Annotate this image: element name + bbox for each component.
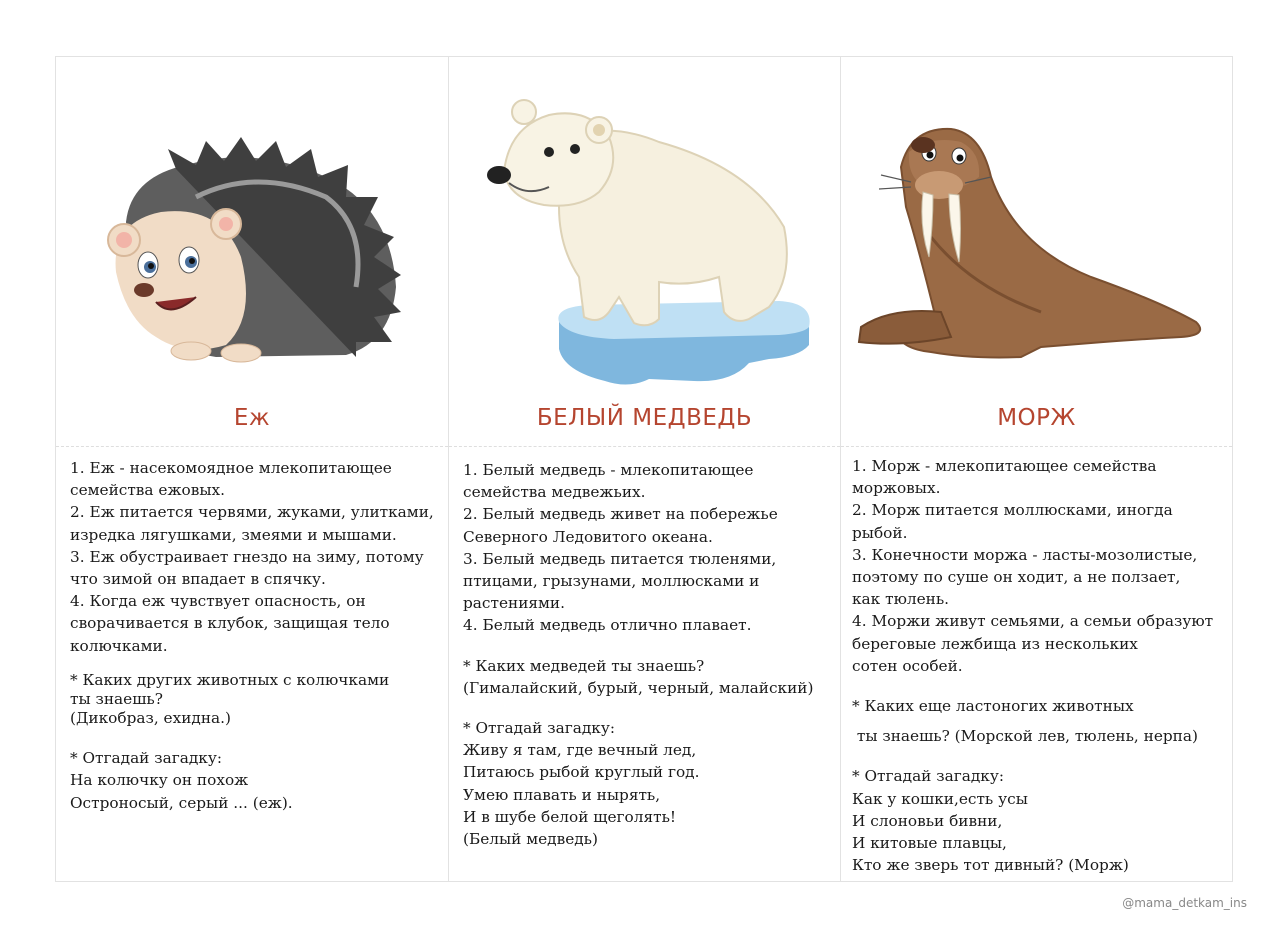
fact-line: 2. Белый медведь живет на побережье — [463, 505, 778, 524]
fact-line: сотен особей. — [852, 656, 963, 675]
riddle-line: Как у кошки,есть усы — [852, 789, 1028, 808]
card-text — [70, 457, 444, 814]
watermark: @mama_detkam_ins — [1122, 896, 1247, 910]
fact-line: колючками. — [70, 636, 168, 655]
question-line: (Дикобраз, ехидна.) — [70, 709, 231, 728]
card-walrus — [840, 57, 1232, 881]
riddle-line: * Отгадай загадку: — [852, 767, 1004, 786]
card-polar-bear — [448, 57, 840, 881]
riddle-line: * Отгадай загадку: — [463, 719, 615, 738]
fact-line: рыбой. — [852, 523, 908, 542]
fact-line: 2. Морж питается моллюсками, иногда — [852, 501, 1173, 520]
riddle-line: И слоновьи бивни, — [852, 811, 1003, 830]
fact-line: 4. Когда еж чувствует опасность, он — [70, 592, 366, 611]
walrus-icon — [841, 57, 1232, 397]
fact-line: что зимой он впадает в спячку. — [70, 570, 326, 589]
divider — [56, 446, 448, 447]
card-text — [852, 455, 1228, 876]
card-hedgehog — [56, 57, 448, 881]
polar-bear-icon — [449, 57, 840, 397]
question-line: ты знаешь? — [70, 690, 163, 709]
fact-line: 3. Конечности моржа - ласты-мозолистые, — [852, 545, 1198, 564]
fact-line: семейства медвежьих. — [463, 483, 646, 502]
riddle-line: Живу я там, где вечный лед, — [463, 741, 697, 760]
riddle-line: * Отгадай загадку: — [70, 749, 222, 768]
question-line: ты знаешь? (Морской лев, тюлень, нерпа) — [852, 727, 1198, 746]
riddle-line: И китовые плавцы, — [852, 834, 1007, 853]
riddle-line: Питаюсь рыбой круглый год. — [463, 763, 700, 782]
question-line: * Каких других животных с колючками — [70, 670, 390, 689]
card-text — [463, 459, 836, 850]
card-title: МОРЖ — [997, 405, 1076, 431]
fact-line: 1. Белый медведь - млекопитающее — [463, 461, 754, 479]
question-line: * Каких еще ластоногих животных — [852, 697, 1134, 716]
fact-line: береговые лежбища из нескольких — [852, 634, 1138, 653]
fact-line: 2. Еж питается червями, жуками, улитками, — [70, 503, 434, 522]
fact-line: поэтому по суше он ходит, а не ползает, — [852, 568, 1181, 587]
riddle-line: Умею плавать и нырять, — [463, 785, 661, 804]
fact-line: 4. Белый медведь отлично плавает. — [463, 616, 752, 635]
fact-line: растениями. — [463, 594, 565, 613]
fact-line: 1. Морж - млекопитающее семейства — [852, 457, 1157, 475]
fact-line: Северного Ледовитого океана. — [463, 527, 713, 546]
card-title: Еж — [233, 405, 271, 431]
riddle-line: (Белый медведь) — [463, 830, 598, 849]
divider — [841, 446, 1232, 447]
question-line: (Гималайский, бурый, черный, малайский) — [463, 678, 814, 697]
question-line: * Каких медведей ты знаешь? — [463, 656, 705, 675]
fact-line: 1. Еж - насекомоядное млекопитающее — [70, 459, 392, 477]
riddle-line: Остроносый, серый ... (еж). — [70, 793, 293, 812]
fact-line: как тюлень. — [852, 590, 950, 609]
fact-line: птицами, грызунами, моллюсками и — [463, 572, 760, 591]
fact-line: семейства ежовых. — [70, 481, 226, 500]
divider — [449, 446, 840, 447]
animal-cards-sheet — [55, 56, 1233, 882]
fact-line: 3. Белый медведь питается тюленями, — [463, 549, 777, 568]
fact-line: изредка лягушками, змеями и мышами. — [70, 525, 397, 544]
fact-line: моржовых. — [852, 479, 941, 498]
fact-line: 3. Еж обустраивает гнездо на зиму, потому — [70, 547, 424, 566]
riddle-line: Кто же зверь тот дивный? (Морж) — [852, 856, 1129, 875]
riddle-line: На колючку он похож — [70, 771, 249, 790]
hedgehog-icon — [56, 57, 448, 397]
card-title: БЕЛЫЙ МЕДВЕДЬ — [536, 405, 753, 431]
fact-line: 4. Моржи живут семьями, а семьи образуют — [852, 612, 1214, 631]
fact-line: сворачивается в клубок, защищая тело — [70, 614, 390, 633]
riddle-line: И в шубе белой щеголять! — [463, 807, 677, 826]
